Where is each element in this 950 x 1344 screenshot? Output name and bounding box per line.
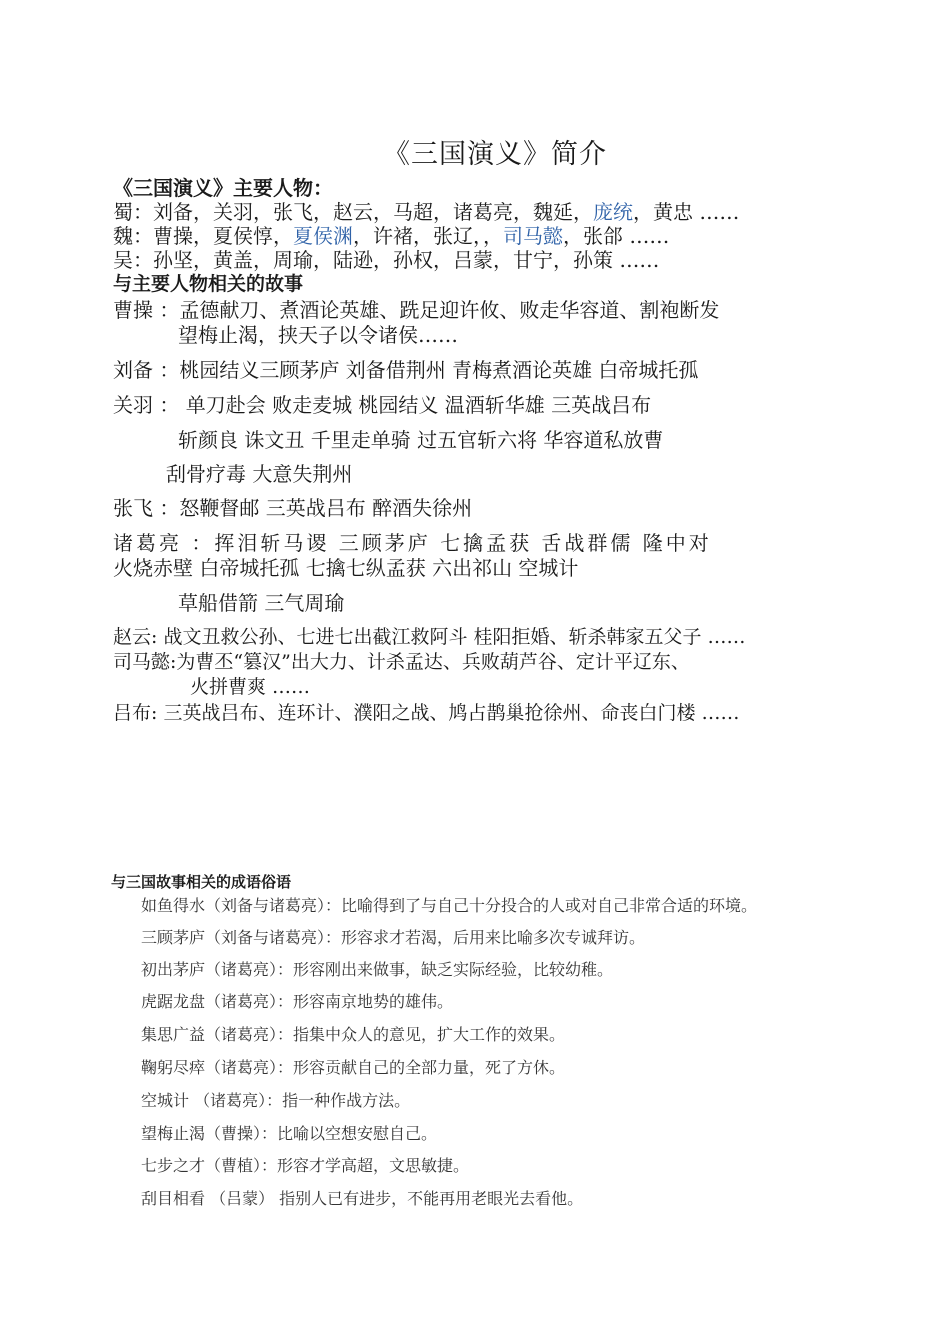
stories-heading: 与主要人物相关的故事 — [113, 273, 304, 295]
shu-highlight: 庞统 — [593, 200, 633, 224]
idiom-item: 望梅止渴（曹操）：比喻以空想安慰自己。 — [141, 1124, 438, 1143]
idiom-item: 刮目相看 （吕蒙） 指别人已有进步，不能再用老眼光去看他。 — [141, 1189, 584, 1208]
idiom-item: 集思广益（诸葛亮）：指集中众人的意见，扩大工作的效果。 — [141, 1025, 566, 1044]
story-caocao-1: 曹操 ：孟德献刀、煮酒论英雄、跣足迎许攸、败走华容道、割袍断发 — [113, 298, 720, 322]
story-guanyu-1: 关羽 ： 单刀赴会 败走麦城 桃园结义 温酒斩华雄 三英战吕布 — [113, 393, 652, 417]
story-guanyu-2: 斩颜良 诛文丑 千里走单骑 过五官斩六将 华容道私放曹 — [178, 428, 664, 452]
idiom-item: 虎踞龙盘（诸葛亮）：形容南京地势的雄伟。 — [141, 992, 454, 1011]
story-zhuge-1: 诸葛亮 ：挥泪斩马谡 三顾茅庐 七擒孟获 舌战群儒 隆中对 — [113, 531, 712, 555]
story-lvbu: 吕布: 三英战吕布、连环计、濮阳之战、鸠占鹊巢抢徐州、命丧白门楼 …… — [113, 702, 740, 724]
wei-highlight-2: 司马懿 — [503, 224, 563, 248]
wei-prefix: 魏：曹操，夏侯惇， — [113, 224, 293, 248]
wei-suffix: ，张郃 …… — [563, 224, 670, 248]
wei-highlight-1: 夏侯渊 — [293, 224, 353, 248]
idiom-item: 如鱼得水（刘备与诸葛亮）：比喻得到了与自己十分投合的人或对自己非常合适的环境。 — [141, 896, 758, 915]
idiom-item: 初出茅庐（诸葛亮）：形容刚出来做事，缺乏实际经验，比较幼稚。 — [141, 960, 614, 979]
page-title: 《三国演义》简介 — [383, 139, 607, 170]
main-characters-heading: 《三国演义》主要人物： — [113, 176, 333, 200]
shu-characters — [113, 200, 739, 224]
story-zhaoyun: 赵云: 战文丑救公孙、七进七出截江救阿斗 桂阳拒婚、斩杀韩家五父子 …… — [113, 626, 746, 648]
idiom-item: 空城计 （诸葛亮）：指一种作战方法。 — [141, 1091, 411, 1110]
story-zhuge-3: 草船借箭 三气周瑜 — [178, 591, 345, 615]
story-guanyu-3: 刮骨疗毒 大意失荆州 — [166, 462, 353, 486]
wei-middle: ，许褚，张辽，， — [353, 224, 503, 248]
wei-characters — [113, 224, 669, 248]
story-simayi-1: 司马懿:为曹丕“篡汉”出大力、计杀孟达、兵败葫芦谷、定计平辽东、 — [113, 651, 690, 673]
idioms-heading: 与三国故事相关的成语俗语 — [111, 873, 292, 891]
idiom-item: 七步之才（曹植）：形容才学高超，文思敏捷。 — [141, 1156, 470, 1175]
story-liubei: 刘备 ：桃园结义三顾茅庐 刘备借荆州 青梅煮酒论英雄 白帝城托孤 — [113, 358, 699, 382]
shu-prefix: 蜀：刘备，关羽，张飞，赵云，马超，诸葛亮，魏延， — [113, 200, 593, 224]
story-caocao-2: 望梅止渴，挟天子以令诸侯…… — [178, 323, 458, 347]
story-simayi-2: 火拼曹爽 …… — [190, 676, 311, 698]
story-zhangfei: 张飞 ：怒鞭督邮 三英战吕布 醉酒失徐州 — [113, 496, 473, 520]
idiom-item: 鞠躬尽瘁（诸葛亮）：形容贡献自己的全部力量，死了方休。 — [141, 1058, 566, 1077]
story-zhuge-2: 火烧赤壁 白帝城托孤 七擒七纵孟获 六出祁山 空城计 — [113, 556, 579, 580]
shu-suffix: ，黄忠 …… — [633, 200, 740, 224]
wu-characters: 吴：孙坚，黄盖，周瑜，陆逊，孙权，吕蒙，甘宁，孙策 …… — [113, 248, 660, 272]
idiom-item: 三顾茅庐（刘备与诸葛亮）：形容求才若渴，后用来比喻多次专诚拜访。 — [141, 928, 646, 947]
